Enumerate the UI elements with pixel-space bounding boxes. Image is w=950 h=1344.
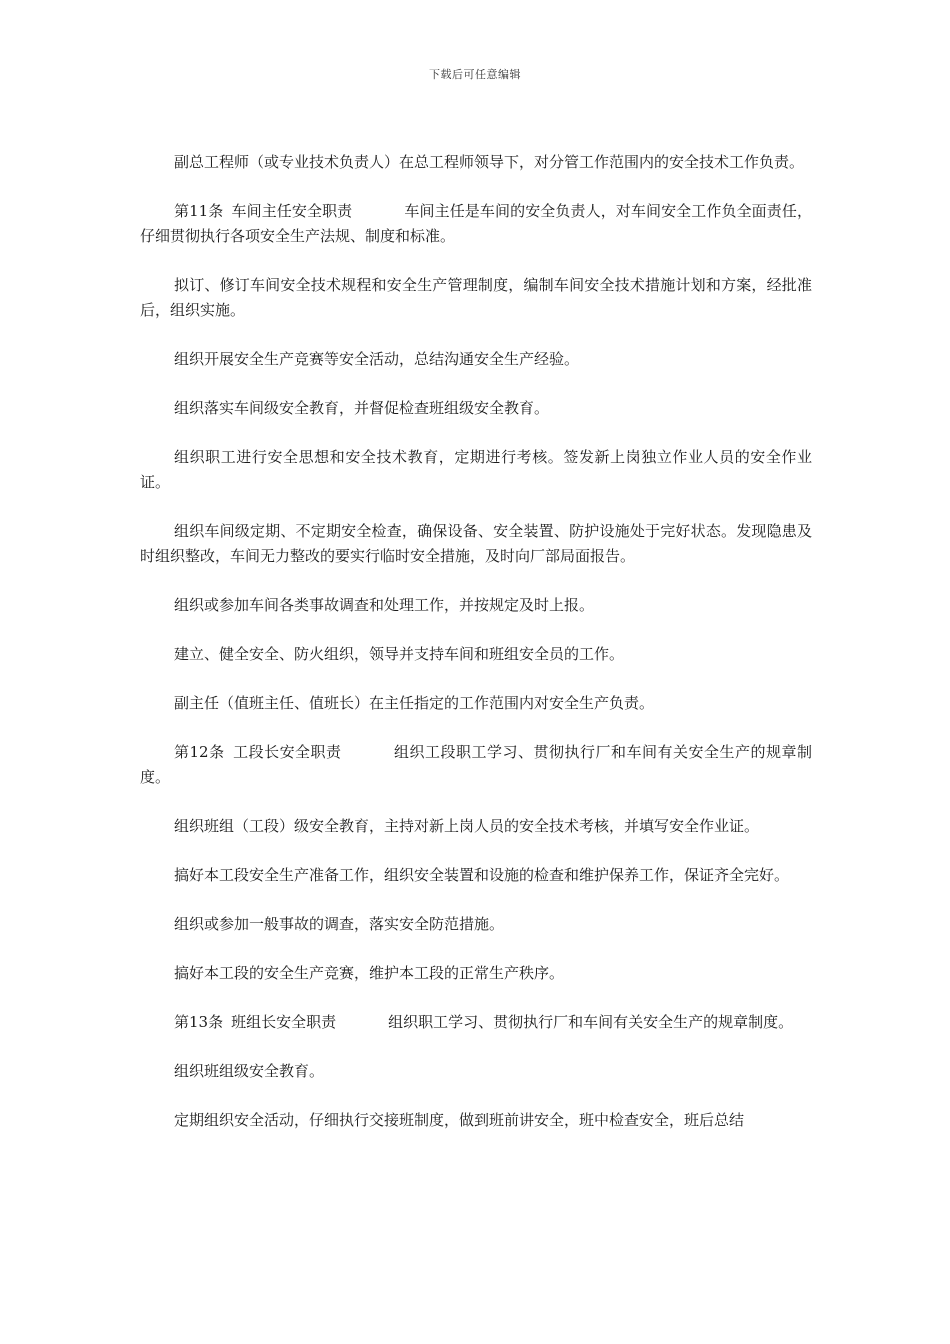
paragraph: 拟订、修订车间安全技术规程和安全生产管理制度，编制车间安全技术措施计划和方案，经批准后，组织实施。	[140, 276, 812, 319]
article-title: 车间主任安全职责	[231, 202, 353, 220]
paragraph: 组织落实车间级安全教育，并督促检查班组级安全教育。	[174, 399, 550, 417]
article-title: 班组长安全职责	[231, 1013, 337, 1031]
paragraph: 建立、健全安全、防火组织，领导并支持车间和班组安全员的工作。	[174, 645, 625, 663]
paragraph: 搞好本工段的安全生产竞赛，维护本工段的正常生产秩序。	[174, 964, 565, 982]
paragraph: 组织班组（工段）级安全教育，主持对新上岗人员的安全技术考核，并填写安全作业证。	[174, 817, 760, 835]
paragraph: 组织开展安全生产竞赛等安全活动，总结沟通安全生产经验。	[174, 350, 580, 368]
paragraph: 搞好本工段安全生产准备工作，组织安全装置和设施的检查和维护保养工作，保证齐全完好。	[174, 866, 790, 884]
paragraph: 副总工程师（或专业技术负责人）在总工程师领导下，对分管工作范围内的安全技术工作负责。	[174, 153, 805, 171]
document-body	[140, 150, 812, 1157]
article-paragraph	[140, 740, 812, 790]
paragraph: 组织车间级定期、不定期安全检查，确保设备、安全装置、防护设施处于完好状态。发现隐患及时组织整改，车间无力整改的要实行临时安全措施，及时向厂部局面报告。	[140, 522, 812, 565]
paragraph: 组织或参加车间各类事故调查和处理工作，并按规定及时上报。	[174, 596, 595, 614]
paragraph: 副主任（值班主任、值班长）在主任指定的工作范围内对安全生产负责。	[174, 694, 655, 712]
article-text: 组织工段职工学习、贯彻执行厂和车间有关安全生产的规章制度。	[140, 743, 812, 786]
paragraph: 组织班组级安全教育。	[174, 1062, 325, 1080]
page-header: 下载后可任意编辑	[429, 68, 521, 81]
article-text: 组织职工学习、贯彻执行厂和车间有关安全生产的规章制度。	[388, 1013, 794, 1031]
article-title: 工段长安全职责	[232, 743, 342, 761]
article-number: 第12条	[174, 743, 225, 761]
paragraph: 组织职工进行安全思想和安全技术教育，定期进行考核。签发新上岗独立作业人员的安全作业证。	[140, 448, 812, 491]
article-paragraph	[140, 1010, 812, 1035]
article-number: 第11条	[174, 202, 224, 220]
paragraph: 定期组织安全活动，仔细执行交接班制度，做到班前讲安全，班中检查安全，班后总结	[174, 1111, 745, 1129]
paragraph: 组织或参加一般事故的调查，落实安全防范措施。	[174, 915, 505, 933]
article-paragraph	[140, 199, 812, 249]
article-text: 车间主任是车间的安全负责人，对车间安全工作负全面责任，仔细贯彻执行各项安全生产法规、制度和标准。	[140, 202, 812, 245]
article-number: 第13条	[174, 1013, 224, 1031]
